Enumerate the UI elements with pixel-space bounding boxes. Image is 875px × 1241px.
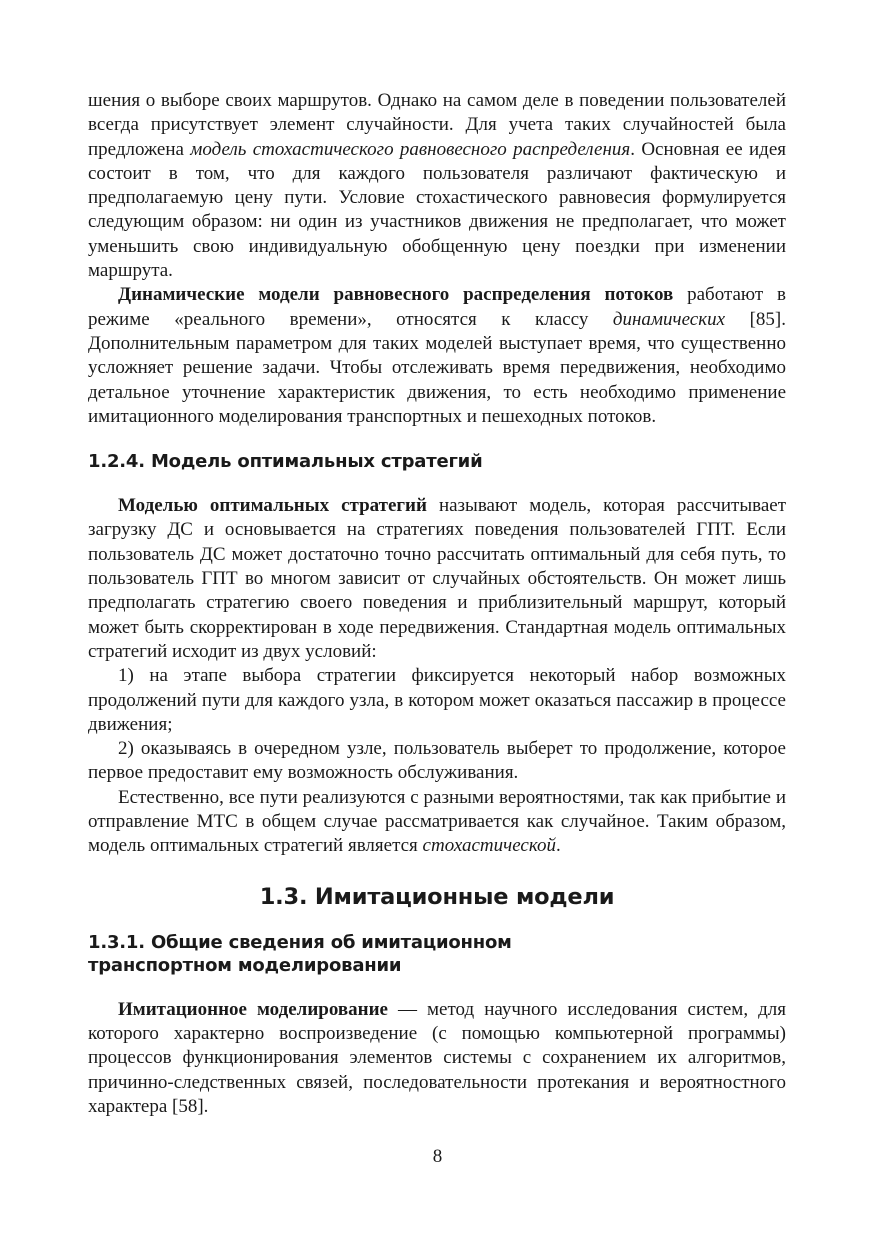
paragraph-stochastic-paths — [88, 786, 786, 859]
list-item: 1) на этапе выбора стратегии фиксируется некоторый набор возможных продолжений пути для каждого узла, в котором может оказаться пассажир в процессе движения; — [88, 665, 786, 735]
paragraph-text: шения о выборе своих маршрутов. Однако на самом деле в поведении пользователей всегда присутствует элемент случайности. Для учета таких случайностей была предложена — [88, 90, 786, 160]
paragraph-text: называют модель, которая рассчитывает загрузку ДС и основывается на стратегиях поведения пользователей ГПТ. Если пользователь ДС может достаточно точно рассчитать оптимальный для себя путь, то пользователь ГПТ во многом зависит от случайных обстоятельств. Он может лишь предполагать стратегию своего поведения и приблизительный маршрут, который может быть скорректирован в ходе передвижения. Стандартная модель оптимальных стратегий исходит из двух условий: — [88, 495, 786, 662]
bold-term: Имитационное моделирование — [118, 998, 388, 1020]
section-heading-1-3: 1.3. Имитационные модели — [259, 883, 615, 910]
paragraph-text: . — [556, 835, 561, 857]
paragraph-text: Естественно, все пути реализуются с разными вероятностями, так как прибытие и отправление МТС в общем случае рассматривается как случайное. Таким образом, модель оптимальных стратегий является — [88, 786, 786, 857]
italic-term: модель стохастического равновесного распределения — [190, 138, 631, 160]
paragraph-text: — метод научного исследования систем, для которого характерно воспроизведение (с помощью компьютерной программы) процессов функционирования элементов системы с сохранением их алгоритмов, причинно-следственных связей, последовательности протекания и вероятностного характера [58]. — [88, 998, 786, 1117]
paragraph-text: . Основная ее идея состоит в том, что для каждого пользователя различают фактическую и предполагаемую цену пути. Условие стохастического равновесия формулируется следующим образом: ни один из участников движения не предполагает, что может уменьшить свою индивидуальную обобщенную цену поездки при изменении маршрута. — [88, 138, 786, 282]
page-content — [88, 89, 786, 1119]
italic-term: стохастической — [422, 835, 557, 857]
paragraph-text: работают в режиме «реального времени», относятся к классу — [88, 284, 786, 330]
paragraph-text: [85]. Дополнительным параметром для таких моделей выступает время, что существенно усложняет решение задачи. Чтобы отслеживать время передвижения, необходимо детальное уточнение характеристик движения, то есть необходимо применение имитационного моделирования транспортных и пешеходных потоков. — [88, 308, 786, 427]
paragraph-optimal-strategies — [88, 494, 786, 664]
section-heading-1-3-1 — [88, 931, 786, 977]
section-heading-1-2-4: 1.2.4. Модель оптимальных стратегий — [88, 451, 483, 473]
bold-term: Динамические модели равновесного распределения потоков — [118, 284, 674, 306]
paragraph-simulation-modeling — [88, 998, 786, 1119]
bold-term: Моделью оптимальных стратегий — [118, 495, 427, 517]
heading-line: транспортном моделировании — [88, 954, 402, 976]
page-number: 8 — [432, 1146, 443, 1167]
paragraph-dynamic-models — [88, 283, 786, 429]
list-item: 2) оказываясь в очередном узле, пользователь выберет то продолжение, которое первое предоставит ему возможность обслуживания. — [88, 738, 786, 784]
italic-term: динамических — [612, 308, 726, 330]
heading-line: 1.3.1. Общие сведения об имитационном — [88, 931, 512, 953]
paragraph-stochastic-equilibrium — [88, 89, 786, 283]
